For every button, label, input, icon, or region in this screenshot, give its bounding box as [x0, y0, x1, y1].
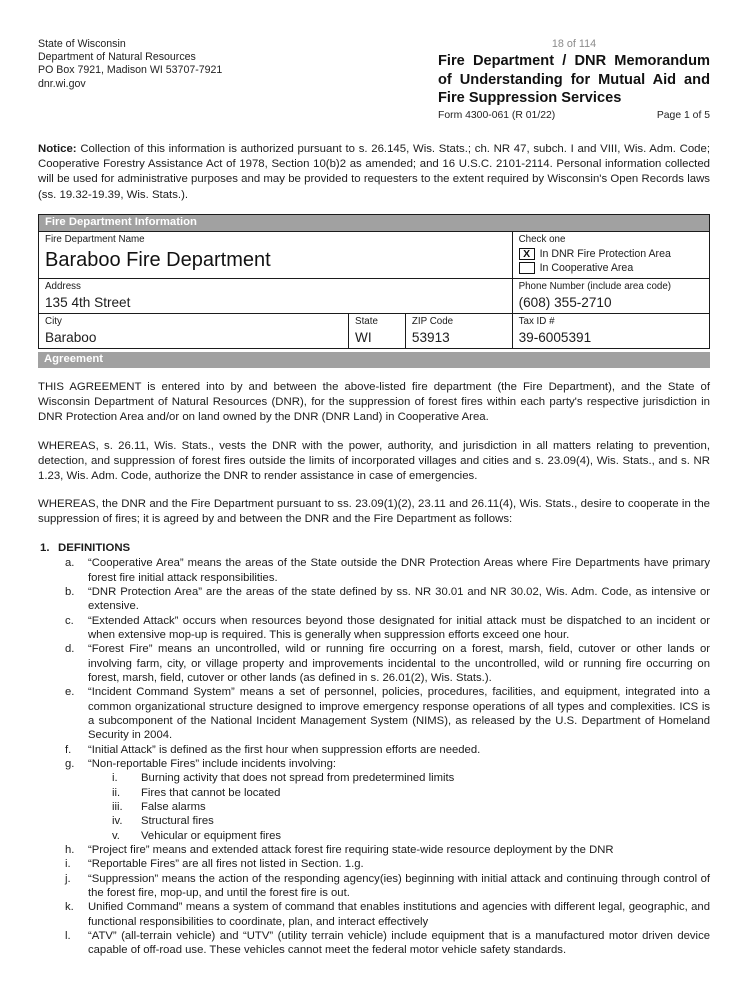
fire-department-info-table: [38, 214, 710, 349]
field-state: [348, 314, 405, 348]
field-phone-number: [512, 279, 709, 313]
zip-value: 53913: [411, 329, 450, 345]
agreement-paragraph-3: WHEREAS, the DNR and the Fire Department pursuant to ss. 23.09(1)(2), 23.11 and 26.11(4), Wis. Stats., desire to cooperate in the suppression of fires; it is agreed by and between the DNR and the Fire Department as follows:: [38, 498, 710, 526]
page-label: Page 1 of 5: [656, 109, 710, 121]
page-header: [38, 38, 710, 121]
document-title: Fire Department / DNR Memorandum of Understanding for Mutual Aid and Fire Suppression Services: [438, 53, 710, 107]
notice-label: Notice:: [38, 142, 77, 155]
tax-id-value: 39-6005391: [518, 329, 592, 345]
agency-address-block: [38, 38, 222, 121]
agreement-paragraph-1: THIS AGREEMENT is entered into by and between the above-listed fire department (the Fire Department), and the State of Wisconsin Department of Natural Resources (DNR), for the suppression of forest fires within each party's respective jurisdiction in DNR Protection Area and/or on land owned by the DNR (DNR Land) in Cooperative Area.: [38, 380, 710, 424]
definition-item-j: j. “Suppression” means the action of the responding agency(ies) beginning with initial attack and continuing through control of the forest fire, mop-up, and until the forest fire is out.: [65, 872, 710, 900]
fire-department-name-value: Baraboo Fire Department: [45, 248, 271, 271]
scan-page-counter: 18 of 114: [551, 38, 597, 50]
notice-text: Collection of this information is authorized pursuant to s. 26.145, Wis. Stats.; ch. NR 47, subch. I and VIII, Wis. Adm. Code; Cooperative Forestry Assistance Act of 1978, Section 10(b)2 as amended; and 16 U.S.C. 2101-2114. Personal information collected will be used for administrative purposes and may be provided to requesters to the extent required by Wisconsin's Open Records laws (ss. 19.32-19.39, Wis. Stats.).: [38, 142, 710, 201]
city-value: Baraboo: [45, 329, 97, 345]
agency-website: dnr.wi.gov: [38, 77, 86, 90]
definition-subitem-g-iv: iv. Structural fires: [112, 815, 214, 828]
form-number: Form 4300-061 (R 01/22): [438, 109, 556, 121]
checkbox-checked-icon[interactable]: X: [519, 248, 535, 260]
table-row-name: [39, 231, 709, 278]
definitions-title: DEFINITIONS: [58, 541, 131, 554]
tax-id-label: Tax ID #: [518, 315, 555, 327]
definition-item-b: b. “DNR Protection Area” are the areas of the state defined by ss. NR 30.01 and NR 30.02, Wis. Adm. Code, as intensive or extensive.: [65, 585, 710, 613]
checkbox-empty-icon[interactable]: [519, 262, 535, 274]
definition-item-l: l. “ATV” (all-terrain vehicle) and “UTV” (utility terrain vehicle) include equipment that is a manufactured motor driven device capable of off-road use. These vehicles cannot meet the federal motor vehicle safety standards.: [65, 930, 710, 957]
definition-item-h: h. “Project fire” means and extended attack forest fire requiring state-wide resource deployment by the DNR: [65, 844, 614, 857]
definitions-heading: [38, 541, 710, 556]
state-value: WI: [355, 329, 372, 345]
definition-item-e: e. “Incident Command System” means a set of personnel, policies, procedures, facilities, and equipment, integrated into a common organizational structure designed to improve emergency response operations of all types and complexities. ICS is a subcomponent of the National Incident Management System (NIMS), as released by the U.S. Department of Homeland Security in 2004.: [65, 686, 710, 742]
form-masthead: [438, 38, 710, 121]
agency-state: State of Wisconsin: [38, 38, 126, 50]
notice-paragraph: [38, 142, 710, 203]
definition-subitem-g-i: i. Burning activity that does not spread from predetermined limits: [112, 772, 455, 785]
definition-item-k: k. Unified Command” means a system of command that enables institutions and agencies with different legal, geographic, and functional responsibilities to coordinate, plan, and interact effectively: [65, 901, 710, 928]
definition-subitem-g-iii: iii. False alarms: [112, 801, 206, 814]
agreement-paragraph-2: WHEREAS, s. 26.11, Wis. Stats., vests the DNR with the power, authority, and jurisdiction in all matters relating to prevention, detection, and suppression of forest fires outside the limits of incorporated villages and cities and s. 23.09(4), Wis. Stats., and s. NR 1.23, Wis. Adm. Code, authorize the DNR to render assistance in case of emergencies.: [38, 439, 710, 482]
definitions-section: [38, 541, 710, 958]
definition-item-d: d. “Forest Fire” means an uncontrolled, wild or running fire occurring on a forest, marsh, field, cutover or other lands or involving farm, city, or village property and improvements incidental to the uncontrolled, wild or running fire occurring on forest, marsh, field, cutover or other lands (as defined in s. 26.01(2), Wis. Stats.).: [65, 643, 710, 684]
address-label: Address: [45, 280, 81, 292]
table-row-city-state-zip: [39, 313, 709, 348]
field-zip-code: [405, 314, 512, 348]
section-header-agreement: Agreement: [38, 352, 710, 368]
field-fire-department-name: [39, 232, 512, 278]
check-option-dnr-protection-area[interactable]: [519, 248, 705, 260]
definitions-number: 1.: [40, 541, 50, 554]
definition-item-g: g. “Non-reportable Fires” include incidents involving:: [65, 758, 337, 770]
check-option-cooperative-area[interactable]: [519, 262, 705, 274]
fire-department-name-label: Fire Department Name: [45, 233, 145, 245]
form-number-line: [438, 110, 710, 121]
field-address: [39, 279, 512, 313]
city-label: City: [45, 315, 62, 327]
field-tax-id: [512, 314, 709, 348]
definitions-list: [38, 556, 710, 958]
definition-subitem-g-ii: ii. Fires that cannot be located: [112, 786, 281, 799]
field-city: [39, 314, 348, 348]
definition-item-a: a. “Cooperative Area” means the areas of the State outside the DNR Protection Areas where Fire Departments have primary forest fire initial attack responsibilities.: [65, 557, 710, 584]
zip-label: ZIP Code: [411, 315, 454, 327]
phone-value: (608) 355-2710: [518, 294, 612, 310]
check-option-label: In DNR Fire Protection Area: [539, 247, 671, 260]
check-one-label: Check one: [518, 233, 566, 245]
definition-item-i: i. “Reportable Fires” are all fires not listed in Section. 1.g.: [65, 858, 364, 871]
state-label: State: [355, 315, 378, 327]
definition-subitem-g-v: v. Vehicular or equipment fires: [112, 829, 282, 842]
phone-label: Phone Number (include area code): [518, 280, 672, 292]
check-option-label: In Cooperative Area: [539, 261, 634, 274]
field-check-one: [512, 232, 709, 278]
definition-item-c: c. “Extended Attack” occurs when resources beyond those designated for initial attack must be dispatched to an incident or when extensive mop-up is required. This is generally when suppression efforts exceed one hour.: [65, 614, 710, 641]
table-row-address: [39, 278, 709, 313]
section-header-fire-department-information: Fire Department Information: [39, 215, 709, 231]
definition-item-f: f. “Initial Attack” is defined as the first hour when suppression efforts are needed.: [65, 743, 481, 756]
agency-department: Department of Natural Resources: [38, 51, 196, 64]
address-value: 135 4th Street: [45, 294, 131, 310]
agency-po-box: PO Box 7921, Madison WI 53707-7921: [38, 64, 223, 77]
